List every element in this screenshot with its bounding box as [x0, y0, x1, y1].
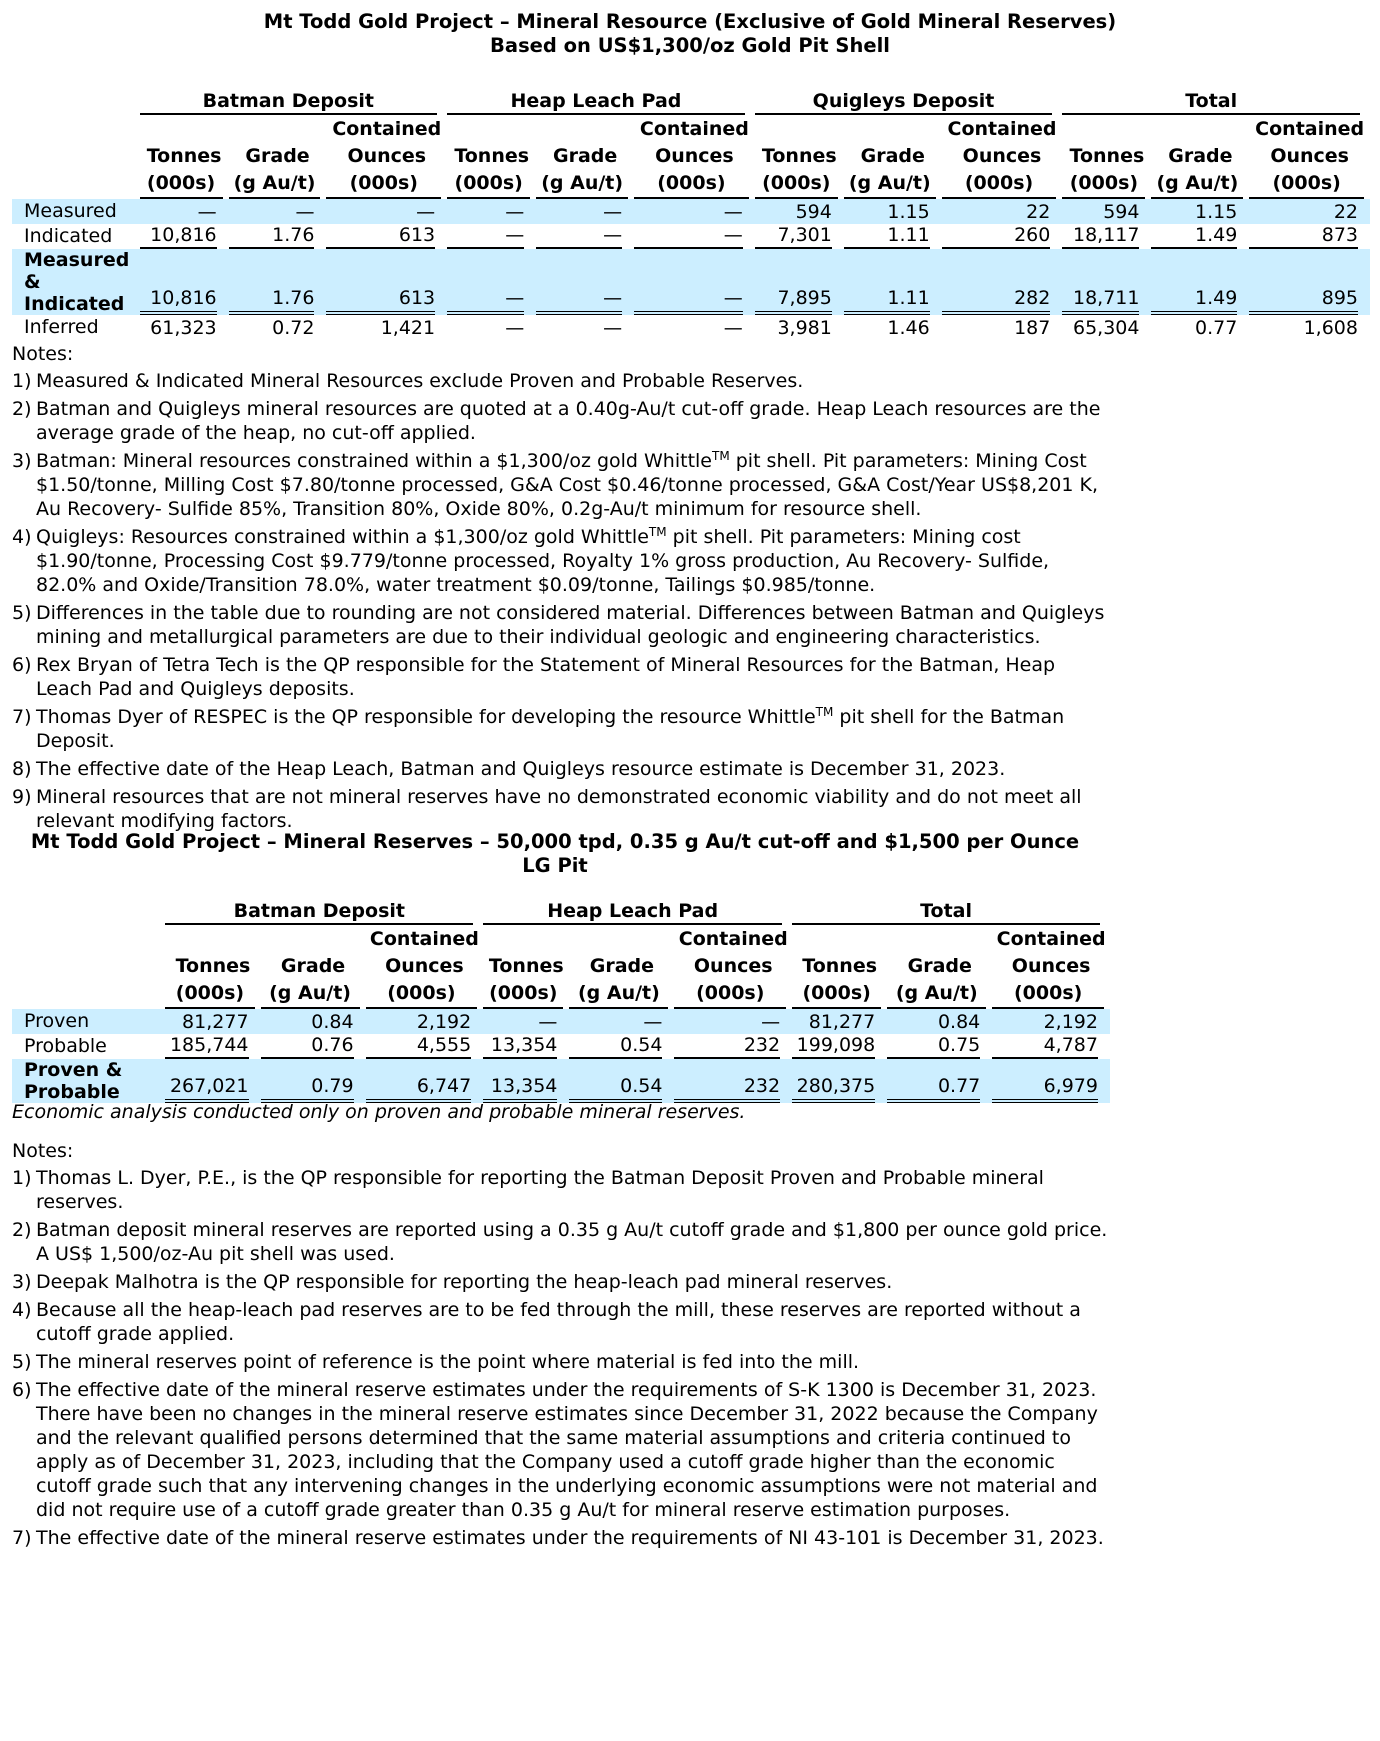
table-cell: 13,354 [483, 1034, 569, 1059]
table-cell: — [447, 224, 536, 249]
table-cell: 232 [674, 1034, 792, 1059]
note-item: 1) Thomas L. Dyer, P.E., is the QP responsible for reporting the Batman Deposit Proven and Probable mineral reserves. [12, 1167, 1044, 1213]
table-cell: 6,979 [992, 1059, 1110, 1103]
table-cell: 594 [1062, 199, 1151, 224]
table-cell: 1.11 [844, 224, 942, 249]
column-header: Contained [996, 928, 1106, 950]
column-header: Grade [1168, 145, 1233, 167]
table-cell: — [569, 1009, 674, 1034]
table-cell: 1.46 [887, 317, 930, 339]
column-header: Contained [947, 118, 1057, 140]
column-header: Grade [860, 145, 925, 167]
table-cell: 613 [326, 249, 447, 315]
column-header-row [12, 953, 1110, 980]
column-header: Ounces [693, 955, 773, 977]
table-cell: 613 [326, 224, 447, 249]
note-item: 2) Batman deposit mineral reserves are reported using a 0.35 g Au/t cutoff grade and $1,800 per ounce gold price. A US$ 1,500/oz-Au pit shell was used. [12, 1219, 1108, 1265]
column-header [1151, 116, 1249, 143]
group-header-total: Total [792, 900, 1110, 926]
table-cell: 594 [755, 199, 844, 224]
table-cell: — [723, 317, 743, 339]
group-header-row [12, 90, 1370, 116]
table-cell: 81,277 [165, 1009, 260, 1034]
resource-table-title: Mt Todd Gold Project – Mineral Resource (Exclusive of Gold Mineral Reserves) Based on US$1,300/oz Gold Pit Shell [263, 10, 1117, 57]
reserve-table-title: Mt Todd Gold Project – Mineral Reserves – 50,000 tpd, 0.35 g Au/t cut-off and $1,500 per Ounce LG Pit [30, 830, 1080, 877]
column-header: Contained [332, 118, 442, 140]
column-header: Grade [907, 955, 972, 977]
table-row [12, 1034, 1110, 1059]
table-row [12, 315, 1370, 340]
column-header [844, 116, 942, 143]
note-item: 5) The mineral reserves point of reference is the point where material is fed into the mill. [12, 1351, 860, 1373]
table-cell: 61,323 [150, 317, 217, 339]
table-cell: — [536, 249, 634, 315]
note-item: 6) Rex Bryan of Tetra Tech is the QP responsible for the Statement of Mineral Resources for the Batman, Heap Leach Pad and Quigleys deposits. [12, 654, 1056, 700]
group-header-batman: Batman Deposit [140, 90, 448, 116]
column-header [447, 116, 536, 143]
table-cell: 0.77 [887, 1059, 992, 1103]
table-cell: — [634, 249, 755, 315]
table-cell: — [634, 224, 755, 249]
table-cell: 1.11 [844, 249, 942, 315]
column-header: (g Au/t) [261, 980, 366, 1009]
column-header-row [12, 116, 1370, 143]
table-cell: 0.84 [887, 1009, 992, 1034]
column-header: (000s) [1249, 170, 1370, 199]
table-cell: 18,711 [1062, 249, 1151, 315]
column-header: (000s) [942, 170, 1063, 199]
table-cell: 1.76 [229, 224, 327, 249]
table-row [12, 224, 1370, 249]
table-cell: 0.84 [261, 1009, 366, 1034]
note-item: 4) Because all the heap-leach pad reserves are to be fed through the mill, these reserves are reported without a cutoff grade applied. [12, 1299, 1081, 1345]
column-header [140, 116, 229, 143]
mineral-resource-table [12, 90, 1370, 340]
column-header: Tonnes [802, 955, 878, 977]
table-cell: — [140, 199, 229, 224]
table-cell: 2,192 [366, 1009, 484, 1034]
table-cell: 1,608 [1303, 317, 1358, 339]
table-cell: 0.72 [272, 317, 315, 339]
table-row [12, 1059, 1110, 1103]
table-cell: 185,744 [165, 1034, 260, 1059]
column-header: (g Au/t) [1151, 170, 1249, 199]
row-label: Proven [12, 1009, 165, 1034]
column-header: Ounces [385, 955, 464, 977]
mineral-reserve-table [12, 900, 1110, 1103]
table-cell: 280,375 [792, 1059, 887, 1103]
table-cell: 1.15 [1151, 199, 1249, 224]
table-cell: 7,301 [755, 224, 844, 249]
table-cell: 4,555 [366, 1034, 484, 1059]
column-header: (000s) [366, 980, 484, 1009]
row-label: Proven & Probable [12, 1059, 165, 1103]
table-cell: 3,981 [777, 317, 832, 339]
row-label: Measured & Indicated [12, 249, 140, 315]
column-header [536, 116, 634, 143]
table-cell: 6,747 [366, 1059, 484, 1103]
column-header: Contained [1255, 118, 1365, 140]
note-item: 9) Mineral resources that are not mineral reserves have no demonstrated economic viability and do not meet all relevant modifying factors. [12, 786, 1082, 832]
column-header [1062, 116, 1151, 143]
table-cell: 1,421 [380, 317, 436, 339]
table-cell: — [326, 199, 447, 224]
column-header [261, 926, 366, 953]
column-header: (000s) [140, 170, 229, 199]
row-label: Measured [12, 199, 140, 224]
table-cell: 65,304 [1072, 317, 1140, 339]
column-header: Tonnes [175, 955, 251, 977]
table-cell: 4,787 [992, 1034, 1110, 1059]
group-header-batman: Batman Deposit [165, 900, 483, 926]
table-cell: 0.75 [887, 1034, 992, 1059]
column-header [483, 926, 569, 953]
column-header: (000s) [792, 980, 887, 1009]
table-cell: 10,816 [140, 249, 229, 315]
group-header-row [12, 900, 1110, 926]
note-item: 8) The effective date of the Heap Leach, Batman and Quigleys resource estimate is December 31, 2023. [12, 758, 1006, 780]
column-header: (g Au/t) [844, 170, 942, 199]
note-item: 7) Thomas Dyer of RESPEC is the QP responsible for developing the resource Whittle™ pit shell for the Batman Deposit. [12, 705, 1065, 752]
table-cell: 260 [942, 224, 1063, 249]
group-header-heap-leach: Heap Leach Pad [447, 90, 755, 116]
column-header: Tonnes [1069, 145, 1145, 167]
table-cell: 10,816 [140, 224, 229, 249]
table-row [12, 199, 1370, 224]
column-header: (000s) [447, 170, 536, 199]
column-header: Ounces [1270, 145, 1349, 167]
table-cell: — [447, 199, 536, 224]
table-cell: 0.77 [1194, 317, 1238, 339]
column-header-row [12, 143, 1370, 170]
column-header: (g Au/t) [229, 170, 327, 199]
table-cell: 1.49 [1151, 224, 1249, 249]
row-label: Probable [24, 1035, 107, 1057]
table-cell: — [447, 249, 536, 315]
table-cell: — [229, 199, 327, 224]
column-header [165, 926, 260, 953]
table-cell: 0.79 [261, 1059, 366, 1103]
notes-heading: Notes: [12, 1140, 74, 1162]
table-cell: 282 [942, 249, 1063, 315]
table-cell: — [483, 1009, 569, 1034]
note-item: 4) Quigleys: Resources constrained within a $1,300/oz gold Whittle™ pit shell. Pit parameters: Mining cost $1.90/tonne, Processing Cost $9.779/tonne processed, Royalty 1% gross production, Au Recovery- Sulfide, 82.0% and Oxide/Transition 78.0%, water treatment $0.09/tonne, Tailings $0.985/tonne. [12, 525, 1050, 596]
column-header-row [12, 170, 1370, 199]
column-header: Grade [245, 145, 310, 167]
table-cell: — [536, 199, 634, 224]
row-label: Indicated [24, 225, 113, 247]
note-item: 2) Batman and Quigleys mineral resources are quoted at a 0.40g-Au/t cut-off grade. Heap Leach resources are the average grade of the heap, no cut-off applied. [12, 398, 1101, 444]
table-cell: 187 [1014, 317, 1051, 339]
column-header: Contained [639, 118, 749, 140]
column-header: (000s) [634, 170, 755, 199]
column-header-row [12, 980, 1110, 1009]
column-header: Ounces [1011, 955, 1091, 977]
note-item: 5) Differences in the table due to rounding are not considered material. Differences between Batman and Quigleys mining and metallurgical parameters are due to their individual geologic and engineering characteristics. [12, 602, 1105, 648]
group-header-heap-leach: Heap Leach Pad [483, 900, 792, 926]
column-header: Grade [589, 955, 655, 977]
table-cell: 18,117 [1062, 224, 1151, 249]
column-header: Ounces [655, 145, 734, 167]
table-cell: 0.76 [261, 1034, 366, 1059]
reserve-footnote: Economic analysis conducted only on proven and probable mineral reserves. [12, 1101, 746, 1123]
column-header: Grade [280, 955, 346, 977]
note-item: 7) The effective date of the mineral reserve estimates under the requirements of NI 43-101 is December 31, 2023. [12, 1527, 1104, 1549]
column-header [229, 116, 327, 143]
note-item: 3) Deepak Malhotra is the QP responsible for reporting the heap-leach pad mineral reserves. [12, 1271, 893, 1293]
column-header: (g Au/t) [536, 170, 634, 199]
column-header: Contained [369, 928, 479, 950]
column-header: Tonnes [761, 145, 837, 167]
table-cell: 199,098 [792, 1034, 887, 1059]
table-cell: 7,895 [755, 249, 844, 315]
group-header-quigleys: Quigleys Deposit [755, 90, 1063, 116]
reserve-notes [12, 1139, 1112, 1554]
column-header: (000s) [755, 170, 844, 199]
resource-notes [12, 342, 1112, 837]
table-cell: — [505, 317, 525, 339]
column-header: (g Au/t) [569, 980, 674, 1009]
table-cell: — [634, 199, 755, 224]
column-header [887, 926, 992, 953]
table-cell: 22 [1249, 199, 1370, 224]
note-item: 3) Batman: Mineral resources constrained within a $1,300/oz gold Whittle™ pit shell. Pit parameters: Mining Cost $1.50/tonne, Milling Cost $7.80/tonne processed, G&A Cost $0.46/tonne processed, G&A Cost/Year US$8,201 K, Au Recovery- Sulfide 85%, Transition 80%, Oxide 80%, 0.2g-Au/t minimum for resource shell. [12, 449, 1099, 520]
row-label: Inferred [24, 316, 99, 338]
table-cell: 2,192 [992, 1009, 1110, 1034]
table-cell: 81,277 [792, 1009, 887, 1034]
column-header-row [12, 926, 1110, 953]
column-header: (000s) [674, 980, 792, 1009]
column-header: (000s) [326, 170, 447, 199]
notes-heading: Notes: [12, 343, 74, 365]
column-header: Ounces [962, 145, 1042, 167]
table-cell: — [536, 224, 634, 249]
table-cell: 0.54 [569, 1034, 674, 1059]
table-cell: 1.49 [1151, 249, 1249, 315]
column-header [792, 926, 887, 953]
column-header [569, 926, 674, 953]
table-cell: 873 [1249, 224, 1370, 249]
column-header: Tonnes [488, 955, 564, 977]
column-header: (000s) [992, 980, 1110, 1009]
column-header [755, 116, 844, 143]
table-cell: 13,354 [483, 1059, 569, 1103]
note-item: 6) The effective date of the mineral reserve estimates under the requirements of S-K 1300 is December 31, 2023. There have been no changes in the mineral reserve estimates since December 31, 2022 because the Company and the relevant qualified persons determined that the same material assumptions and criteria continued to apply as of December 31, 2023, including that the Company used a cutoff grade higher than the economic cutoff grade such that any intervening changes in the underlying economic assumptions were not material and did not require use of a cutoff grade greater than 0.35 g Au/t for mineral reserve estimation purposes. [12, 1379, 1098, 1521]
table-cell: — [603, 317, 623, 339]
table-cell: 895 [1249, 249, 1370, 315]
column-header: Contained [678, 928, 788, 950]
table-cell: 267,021 [165, 1059, 260, 1103]
table-cell: 232 [674, 1059, 792, 1103]
column-header: Tonnes [146, 145, 222, 167]
table-cell: 1.15 [844, 199, 942, 224]
column-header: (g Au/t) [887, 980, 992, 1009]
column-header: Tonnes [454, 145, 530, 167]
table-cell: — [674, 1009, 792, 1034]
table-cell: 22 [942, 199, 1063, 224]
table-cell: 1.76 [229, 249, 327, 315]
note-item: 1) Measured & Indicated Mineral Resources exclude Proven and Probable Reserves. [12, 370, 804, 392]
column-header: (000s) [483, 980, 569, 1009]
column-header: Grade [553, 145, 618, 167]
column-header: (000s) [1062, 170, 1151, 199]
column-header: (000s) [165, 980, 260, 1009]
column-header: Ounces [347, 145, 427, 167]
group-header-total: Total [1062, 90, 1370, 116]
table-row [12, 1009, 1110, 1034]
table-row [12, 249, 1370, 315]
table-cell: 0.54 [569, 1059, 674, 1103]
